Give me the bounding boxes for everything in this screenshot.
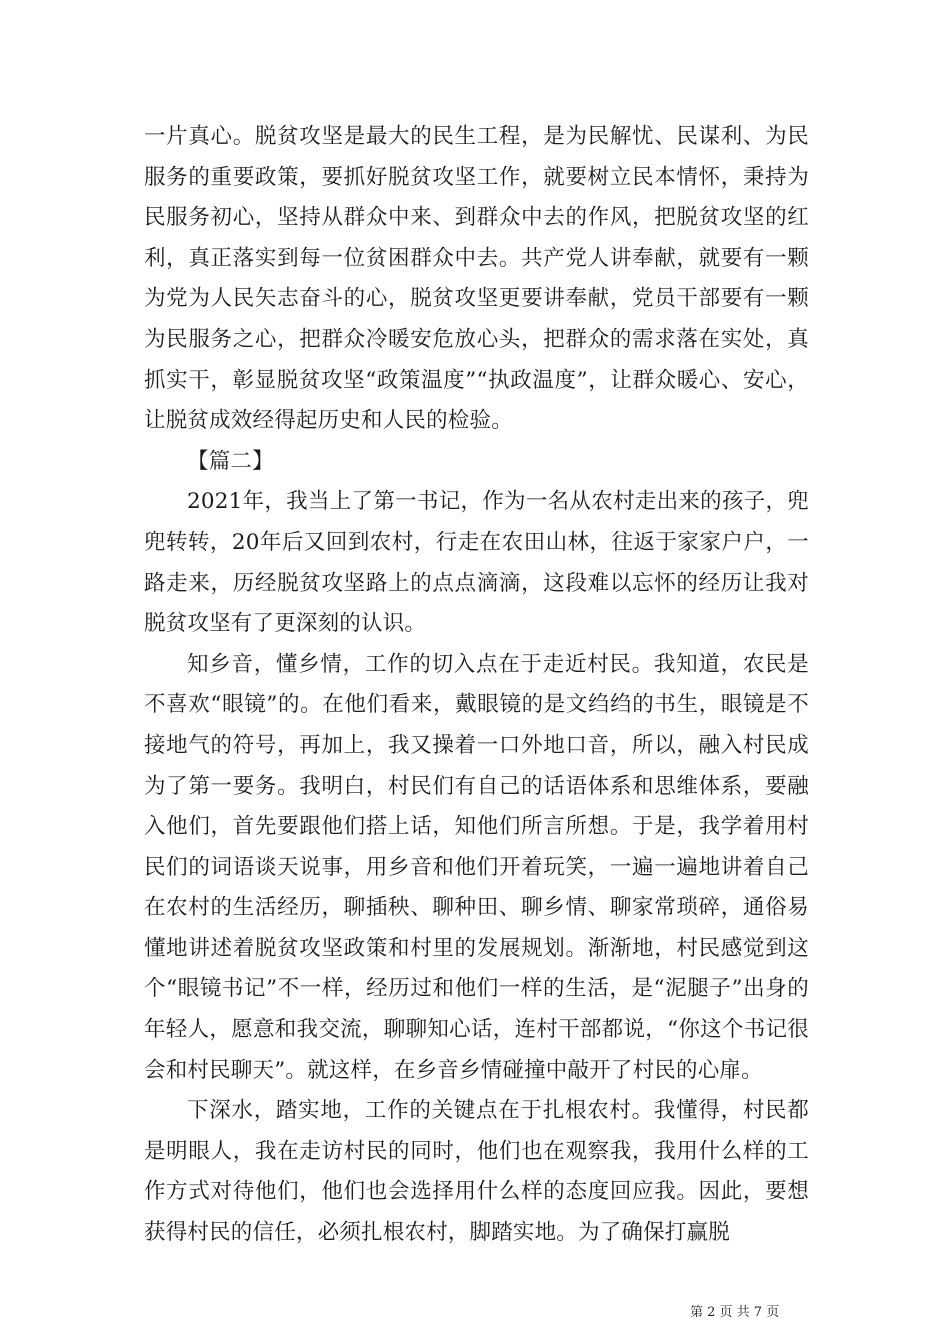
paragraph-first-secretary: 2021年，我当上了第一书记，作为一名从农村走出来的孩子，兜兜转转，20年后又回到农村，行走在农田山林，往返于家家户户，一路走来，历经脱贫攻坚路上的点点滴滴，这段难以忘怀的经历让我对脱贫攻坚有了更深刻的认识。 [144, 489, 809, 637]
section-heading: 【篇二】 [187, 448, 274, 474]
page-number-footer: 第 2 页 共 7 页 [690, 1305, 780, 1320]
paragraph-know-villagers: 知乡音，懂乡情，工作的切入点在于走近村民。我知道，农民是不喜欢“眼镜”的。在他们看来，戴眼镜的是文绉绉的书生，眼镜是不接地气的符号，再加上，我又操着一口外地口音，所以，融入村民成为了第一要务。我明白，村民们有自己的话语体系和思维体系，要融入他们，首先要跟他们搭上话，知他们所言所想。于是，我学着用村民们的词语谈天说事，用乡音和他们开着玩笑，一遍一遍地讲着自己在农村的生活经历，聊插秧、聊种田、聊乡情、聊家常琐碎，通俗易懂地讲述着脱贫攻坚政策和村里的发展规划。渐渐地，村民感觉到这个“眼镜书记”不一样，经历过和他们一样的生活，是“泥腿子”出身的年轻人，愿意和我交流，聊聊知心话，连村干部都说，“你这个书记很会和村民聊天”。就这样，在乡音乡情碰撞中敲开了村民的心扉。 [144, 651, 809, 1083]
document-body [144, 117, 809, 1254]
paragraph-root-in-village: 下深水，踏实地，工作的关键点在于扎根农村。我懂得，村民都是明眼人，我在走访村民的同时，他们也在观察我，我用什么样的工作方式对待他们，他们也会选择用什么样的态度回应我。因此，要想获得村民的信任，必须扎根农村，脚踏实地。为了确保打赢脱 [144, 1098, 809, 1246]
paragraph-continued: 一片真心。脱贫攻坚是最大的民生工程，是为民解忧、民谋利、为民服务的重要政策，要抓好脱贫攻坚工作，就要树立民本情怀，秉持为民服务初心，坚持从群众中来、到群众中去的作风，把脱贫攻坚的红利，真正落实到每一位贫困群众中去。共产党人讲奉献，就要有一颗为党为人民矢志奋斗的心，脱贫攻坚更要讲奉献，党员干部要有一颗为民服务之心，把群众冷暖安危放心头，把群众的需求落在实处，真抓实干，彰显脱贫攻坚“政策温度”“执政温度”，让群众暖心、安心，让脱贫成效经得起历史和人民的检验。 [144, 124, 809, 434]
